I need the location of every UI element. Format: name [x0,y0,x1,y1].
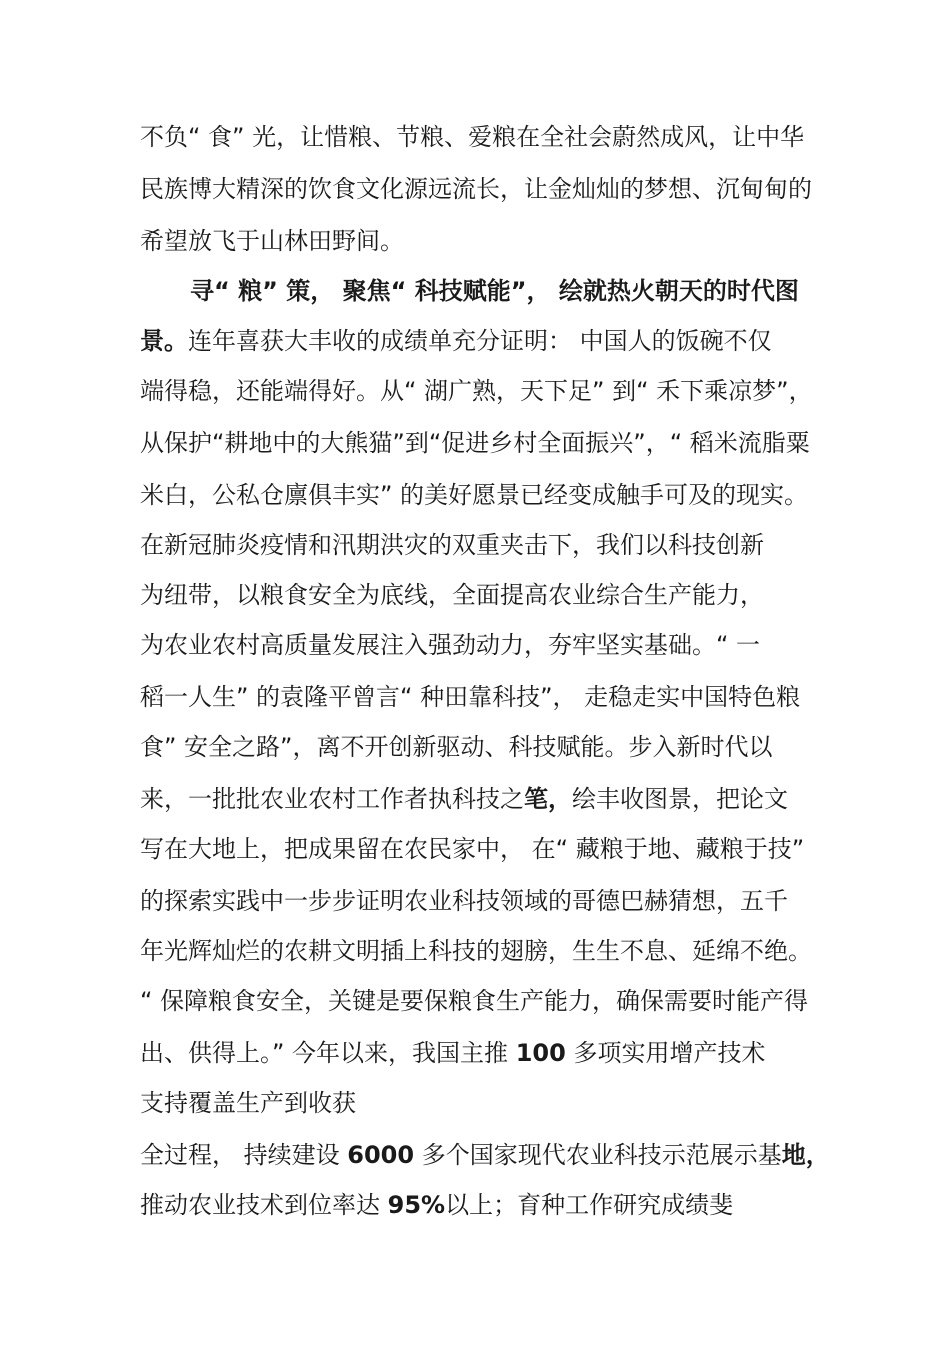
text-line [140,1140,840,1170]
text-run: 全过程， 持续建设 [140,1141,348,1169]
bold-number: 95% [387,1191,446,1219]
text-line: 从保护“耕地中的大熊猫”到“促进乡村全面振兴”，“ 稻米流脂粟 [140,429,810,457]
text-run: 多个国家现代农业科技示范展示基 [414,1141,782,1169]
text-run: 绘丰收图景，把论文 [572,785,788,813]
text-line: 为纽带，以粮食安全为底线，全面提高农业综合生产能力， [140,581,764,609]
text-line [140,1190,840,1220]
text-line [140,1038,840,1068]
section-heading-end: 景。 [140,327,188,355]
text-run: 连年喜获大丰收的成绩单充分证明： 中国人的饭碗不仅 [188,327,772,355]
bold-run: 笔， [524,785,572,813]
bold-number: 6000 [347,1141,415,1169]
text-line: 的探索实践中一步步证明农业科技领域的哥德巴赫猜想，五千 [140,887,788,915]
text-run: 推动农业技术到位率达 [140,1191,388,1219]
text-line: 年光辉灿烂的农耕文明插上科技的翅膀，生生不息、延绵不绝。 [140,937,812,965]
text-line: 为农业农村高质量发展注入强劲动力，夯牢坚实基础。“ 一 [140,631,761,659]
text-line: 食” 安全之路”，离不开创新驱动、科技赋能。步入新时代以 [140,733,773,761]
text-line: 在新冠肺炎疫情和汛期洪灾的双重夹击下，我们以科技创新 [140,531,764,559]
text-line: 稻一人生” 的袁隆平曾言“ 种田靠科技”， 走稳走实中国特色粮 [140,683,801,711]
text-line: 民族博大精深的饮食文化源远流长，让金灿灿的梦想、沉甸甸的 [140,175,812,203]
text-line: 端得稳，还能端得好。从“ 湖广熟，天下足” 到“ 禾下乘凉梦”， [140,377,813,405]
section-heading: 寻“ 粮” 策， 聚焦“ 科技赋能”， 绘就热火朝天的时代图 [190,277,799,305]
text-line: 米白，公私仓廪俱丰实” 的美好愿景已经变成触手可及的现实。 [140,481,809,509]
text-run: 以上；育种工作研究成绩斐 [445,1191,734,1219]
text-line: “ 保障粮食安全，关键是要保粮食生产能力，确保需要时能产得 [140,987,809,1015]
text-run: 来，一批批农业农村工作者执科技之 [140,785,524,813]
text-line: 不负“ 食” 光，让惜粮、节粮、爱粮在全社会蔚然成风，让中华 [140,123,805,151]
text-line: 支持覆盖生产到收获 [140,1089,356,1117]
bold-run: 地， [781,1141,830,1169]
text-line [140,784,840,814]
text-line: 写在大地上，把成果留在农民家中， 在“ 藏粮于地、藏粮于技” [140,835,805,863]
text-line [140,326,840,356]
text-run: 出、供得上。” 今年以来，我国主推 [140,1039,516,1067]
bold-number: 100 [515,1039,566,1067]
text-line: 希望放飞于山林田野间。 [140,227,404,255]
text-run: 多项实用增产技术 [565,1039,766,1067]
